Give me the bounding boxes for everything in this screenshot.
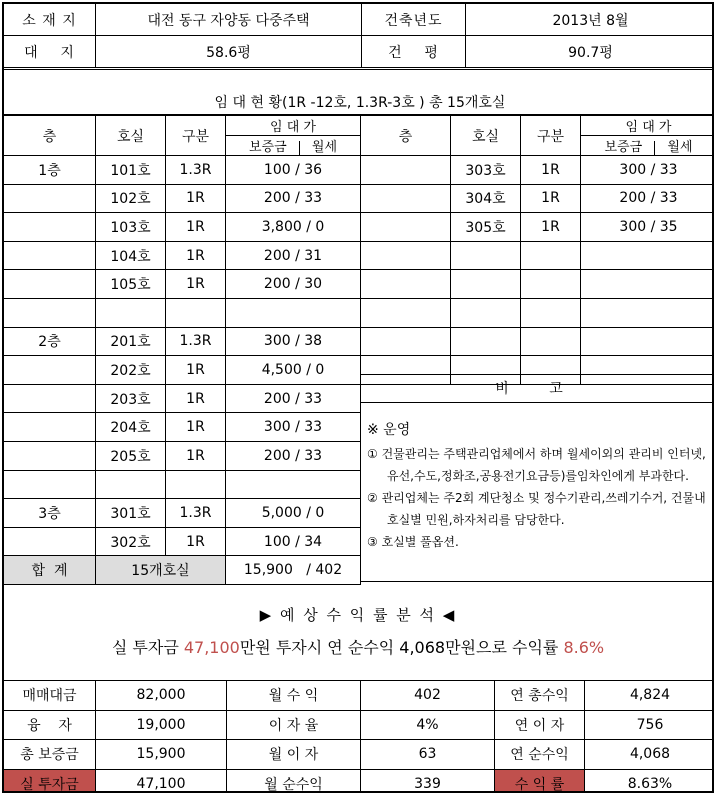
- finance-label: 연 이 자: [495, 710, 585, 740]
- cell-type: 1R: [166, 270, 226, 299]
- rental-table-right: [360, 115, 714, 385]
- cell-price: 300 / 35: [581, 213, 715, 242]
- table-row: [361, 156, 715, 185]
- finance-label: 월 순수익: [227, 769, 361, 793]
- cell-price: 200 / 31: [226, 241, 361, 270]
- table-row: [4, 241, 361, 270]
- cell-price: [581, 241, 715, 270]
- cell-price: 200 / 33: [581, 184, 715, 213]
- header-deposit: 보증금: [248, 140, 287, 155]
- remarks-item: ② 관리업체는 주2회 계단청소 및 정수기관리,쓰레기수거, 건물내 호실별 민원,하자처리를 담당한다.: [367, 491, 706, 527]
- finance-value: 8.63%: [585, 769, 715, 793]
- cell-room: [451, 327, 521, 356]
- table-row: [361, 184, 715, 213]
- cell-floor: [4, 241, 96, 270]
- cell-room: 302호: [96, 527, 166, 556]
- cell-floor: [361, 270, 451, 299]
- header-deposit-right: 보증금: [604, 140, 643, 155]
- summary-yield: 8.6%: [563, 638, 605, 657]
- cell-room: 204호: [96, 413, 166, 442]
- cell-price: 200 / 33: [226, 384, 361, 413]
- cell-room: 104호: [96, 241, 166, 270]
- cell-floor: 3층: [4, 499, 96, 528]
- cell-type: [166, 298, 226, 327]
- total-rooms: 15개호실: [96, 556, 226, 585]
- finance-value: 756: [585, 710, 715, 740]
- table-row: [361, 327, 715, 356]
- summary-middle: 만원 투자시 연 순수익 4,068만원으로 수익률: [239, 638, 564, 657]
- finance-value: 47,100: [96, 769, 227, 793]
- finance-row: [4, 710, 715, 740]
- header-type-right: 구분: [521, 116, 581, 156]
- finance-label: 총 보증금: [4, 740, 96, 770]
- cell-room: [451, 298, 521, 327]
- building-area-value: 90.7평: [466, 36, 715, 68]
- finance-label: 융 자: [4, 710, 96, 740]
- cell-room: 305호: [451, 213, 521, 242]
- summary-investment: 47,100: [183, 638, 240, 657]
- cell-type: 1.3R: [166, 327, 226, 356]
- table-row: [361, 213, 715, 242]
- finance-label: 이 자 율: [227, 710, 361, 740]
- cell-room: 102호: [96, 184, 166, 213]
- cell-price: 5,000 / 0: [226, 499, 361, 528]
- header-room: 호실: [96, 116, 166, 156]
- cell-floor: [4, 270, 96, 299]
- cell-room: [96, 470, 166, 499]
- cell-type: 1R: [166, 441, 226, 470]
- remarks-title: 비 고: [361, 375, 714, 403]
- table-row: [361, 241, 715, 270]
- total-price: 15,900 / 402: [226, 556, 361, 585]
- cell-floor: 1층: [4, 156, 96, 185]
- header-rent: 임 대 가: [226, 116, 361, 136]
- cell-type: [521, 270, 581, 299]
- header-divider: [299, 141, 300, 155]
- remarks-item: ① 건물관리는 주택관리업체에서 하며 월세이외의 관리비 인터넷,유선,수도,정화조,공용전기요금등)를임차인에게 부과한다.: [367, 447, 706, 483]
- cell-floor: [4, 384, 96, 413]
- cell-room: 203호: [96, 384, 166, 413]
- cell-type: 1.3R: [166, 499, 226, 528]
- finance-value: 339: [361, 769, 495, 793]
- table-row: [4, 298, 361, 327]
- analysis-summary: [4, 635, 712, 658]
- finance-value: 19,000: [96, 710, 227, 740]
- table-row: [361, 298, 715, 327]
- cell-price: 200 / 33: [226, 441, 361, 470]
- cell-price: 100 / 34: [226, 527, 361, 556]
- finance-value: 4,068: [585, 740, 715, 770]
- yield-analysis: [4, 604, 712, 658]
- cell-room: 103호: [96, 213, 166, 242]
- table-row: [4, 327, 361, 356]
- built-year-label: 건축년도: [362, 4, 466, 36]
- header-deposit-monthly-right: [581, 136, 715, 156]
- land-value: 58.6평: [96, 36, 362, 68]
- finance-label: 연 순수익: [495, 740, 585, 770]
- cell-price: 300 / 38: [226, 327, 361, 356]
- table-row: [4, 384, 361, 413]
- cell-type: [166, 470, 226, 499]
- cell-floor: [4, 470, 96, 499]
- header-floor: 층: [4, 116, 96, 156]
- cell-type: 1R: [166, 356, 226, 385]
- property-info-table: [3, 3, 714, 68]
- location-value: 대전 동구 자양동 다중주택: [96, 4, 362, 36]
- cell-floor: [361, 213, 451, 242]
- cell-floor: [361, 241, 451, 270]
- header-deposit-monthly: [226, 136, 361, 156]
- cell-floor: [4, 184, 96, 213]
- cell-price: 4,500 / 0: [226, 356, 361, 385]
- cell-type: 1R: [166, 527, 226, 556]
- finance-value: 4%: [361, 710, 495, 740]
- cell-type: 1R: [166, 241, 226, 270]
- cell-type: 1R: [166, 384, 226, 413]
- finance-label: 수 익 률: [495, 769, 585, 793]
- remarks-item: ③ 호실별 풀옵션.: [367, 535, 459, 549]
- location-label: 소 재 지: [4, 4, 96, 36]
- cell-floor: [361, 327, 451, 356]
- cell-price: [581, 270, 715, 299]
- rental-table-left: [3, 115, 361, 585]
- cell-room: [96, 298, 166, 327]
- header-monthly-right: 월세: [667, 140, 693, 155]
- remarks-body: [361, 403, 714, 557]
- cell-type: [521, 327, 581, 356]
- rental-status-title-text: 임 대 현 황(1R -12호, 1.3R-3호 ) 총 15개호실: [214, 95, 506, 111]
- finance-label: 월 수 익: [227, 681, 361, 711]
- cell-price: [226, 298, 361, 327]
- cell-room: 303호: [451, 156, 521, 185]
- cell-floor: [4, 213, 96, 242]
- header-floor-right: 층: [361, 116, 451, 156]
- table-row: [4, 184, 361, 213]
- cell-price: [226, 470, 361, 499]
- table-row: [4, 527, 361, 556]
- header-type: 구분: [166, 116, 226, 156]
- cell-room: 301호: [96, 499, 166, 528]
- cell-floor: [4, 356, 96, 385]
- table-row: [4, 470, 361, 499]
- building-area-label: 건 평: [362, 36, 466, 68]
- cell-type: 1R: [166, 213, 226, 242]
- remarks-box: [360, 374, 714, 582]
- finance-label: 월 이 자: [227, 740, 361, 770]
- finance-label: 연 총수익: [495, 681, 585, 711]
- finance-value: 402: [361, 681, 495, 711]
- cell-type: 1R: [521, 156, 581, 185]
- cell-type: 1R: [166, 184, 226, 213]
- table-row: [4, 213, 361, 242]
- cell-price: [581, 327, 715, 356]
- cell-price: 300 / 33: [226, 413, 361, 442]
- table-row: [4, 270, 361, 299]
- header-room-right: 호실: [451, 116, 521, 156]
- cell-price: [581, 298, 715, 327]
- table-row: [4, 499, 361, 528]
- cell-floor: [4, 298, 96, 327]
- rental-status-title: [4, 69, 714, 115]
- header-divider-right: [654, 141, 655, 155]
- finance-row: [4, 681, 715, 711]
- cell-type: 1.3R: [166, 156, 226, 185]
- finance-table: [3, 680, 714, 793]
- cell-room: 101호: [96, 156, 166, 185]
- table-row: [4, 356, 361, 385]
- finance-label: 매매대금: [4, 681, 96, 711]
- cell-room: 205호: [96, 441, 166, 470]
- cell-type: [521, 241, 581, 270]
- cell-room: [451, 270, 521, 299]
- cell-price: 100 / 36: [226, 156, 361, 185]
- cell-price: 200 / 33: [226, 184, 361, 213]
- cell-floor: [361, 156, 451, 185]
- land-label: 대 지: [4, 36, 96, 68]
- built-year-value: 2013년 8월: [466, 4, 715, 36]
- summary-prefix: 실 투자금: [111, 638, 184, 657]
- cell-floor: [361, 298, 451, 327]
- cell-room: [451, 241, 521, 270]
- finance-row: [4, 740, 715, 770]
- finance-row: [4, 769, 715, 793]
- table-row: [4, 413, 361, 442]
- cell-type: 1R: [521, 184, 581, 213]
- table-row: [4, 156, 361, 185]
- cell-floor: [4, 413, 96, 442]
- cell-room: 105호: [96, 270, 166, 299]
- property-sheet: [2, 2, 714, 793]
- cell-room: 201호: [96, 327, 166, 356]
- cell-floor: [4, 441, 96, 470]
- cell-room: 202호: [96, 356, 166, 385]
- finance-value: 15,900: [96, 740, 227, 770]
- table-row: [361, 270, 715, 299]
- finance-value: 82,000: [96, 681, 227, 711]
- total-label: 합 계: [4, 556, 96, 585]
- finance-label: 실 투자금: [4, 769, 96, 793]
- analysis-heading: ▶ 예 상 수 익 률 분 석 ◀: [259, 606, 457, 624]
- cell-price: 200 / 30: [226, 270, 361, 299]
- remarks-heading: ※ 운영: [367, 422, 411, 438]
- cell-room: 304호: [451, 184, 521, 213]
- cell-floor: [361, 184, 451, 213]
- cell-floor: 2층: [4, 327, 96, 356]
- cell-type: [521, 298, 581, 327]
- header-monthly: 월세: [311, 140, 338, 155]
- cell-price: 300 / 33: [581, 156, 715, 185]
- finance-value: 63: [361, 740, 495, 770]
- finance-value: 4,824: [585, 681, 715, 711]
- table-row: [4, 441, 361, 470]
- cell-type: 1R: [521, 213, 581, 242]
- header-rent-right: 임 대 가: [581, 116, 715, 136]
- cell-type: 1R: [166, 413, 226, 442]
- cell-floor: [4, 527, 96, 556]
- cell-price: 3,800 / 0: [226, 213, 361, 242]
